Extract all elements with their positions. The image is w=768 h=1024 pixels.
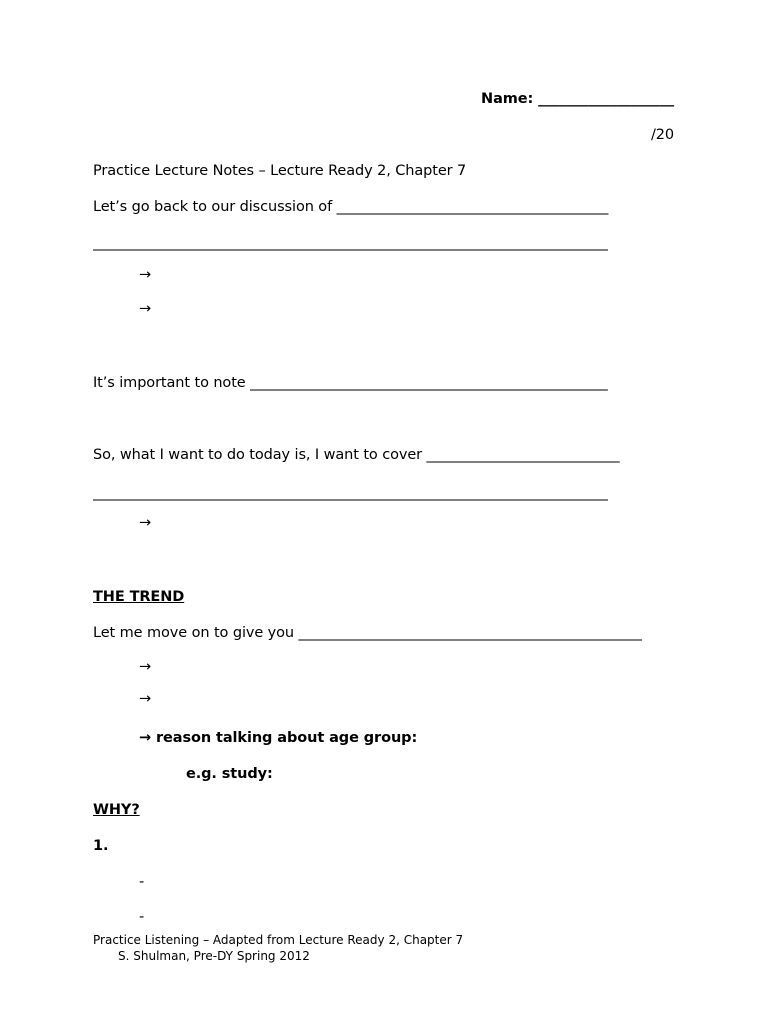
blank-answer-line: ________________________________________________________________________ (93, 235, 608, 251)
dash-bullet: - (139, 874, 145, 890)
footer-source-line: Practice Listening – Adapted from Lecture Ready 2, Chapter 7 (93, 933, 464, 947)
worksheet-title: Practice Lecture Notes – Lecture Ready 2, Chapter 7 (93, 163, 467, 179)
arrow-icon: → (139, 515, 152, 531)
important-note-line: It’s important to note __________________________________________________ (93, 375, 608, 391)
reason-age-group-line: → reason talking about age group: (139, 730, 418, 746)
arrow-icon: → (139, 301, 152, 317)
section-heading-why: WHY? (93, 802, 140, 818)
discussion-line: Let’s go back to our discussion of ______________________________________ (93, 199, 609, 215)
score-total: /20 (650, 127, 674, 143)
blank-answer-line: ________________________________________________________________________ (93, 485, 608, 501)
arrow-icon: → (139, 267, 152, 283)
section-heading-trend: THE TREND (93, 589, 185, 605)
name-field-line: Name: ___________________ (481, 91, 674, 107)
cover-topic-line: So, what I want to do today is, I want to cover ___________________________ (93, 447, 620, 463)
arrow-icon: → (139, 659, 152, 675)
arrow-icon: → (139, 691, 152, 707)
dash-bullet: - (139, 909, 145, 925)
footer-author-line: S. Shulman, Pre-DY Spring 2012 (118, 949, 310, 963)
list-item-number: 1. (93, 838, 109, 854)
example-study-line: e.g. study: (186, 766, 273, 782)
move-on-line: Let me move on to give you ________________________________________________ (93, 625, 642, 641)
